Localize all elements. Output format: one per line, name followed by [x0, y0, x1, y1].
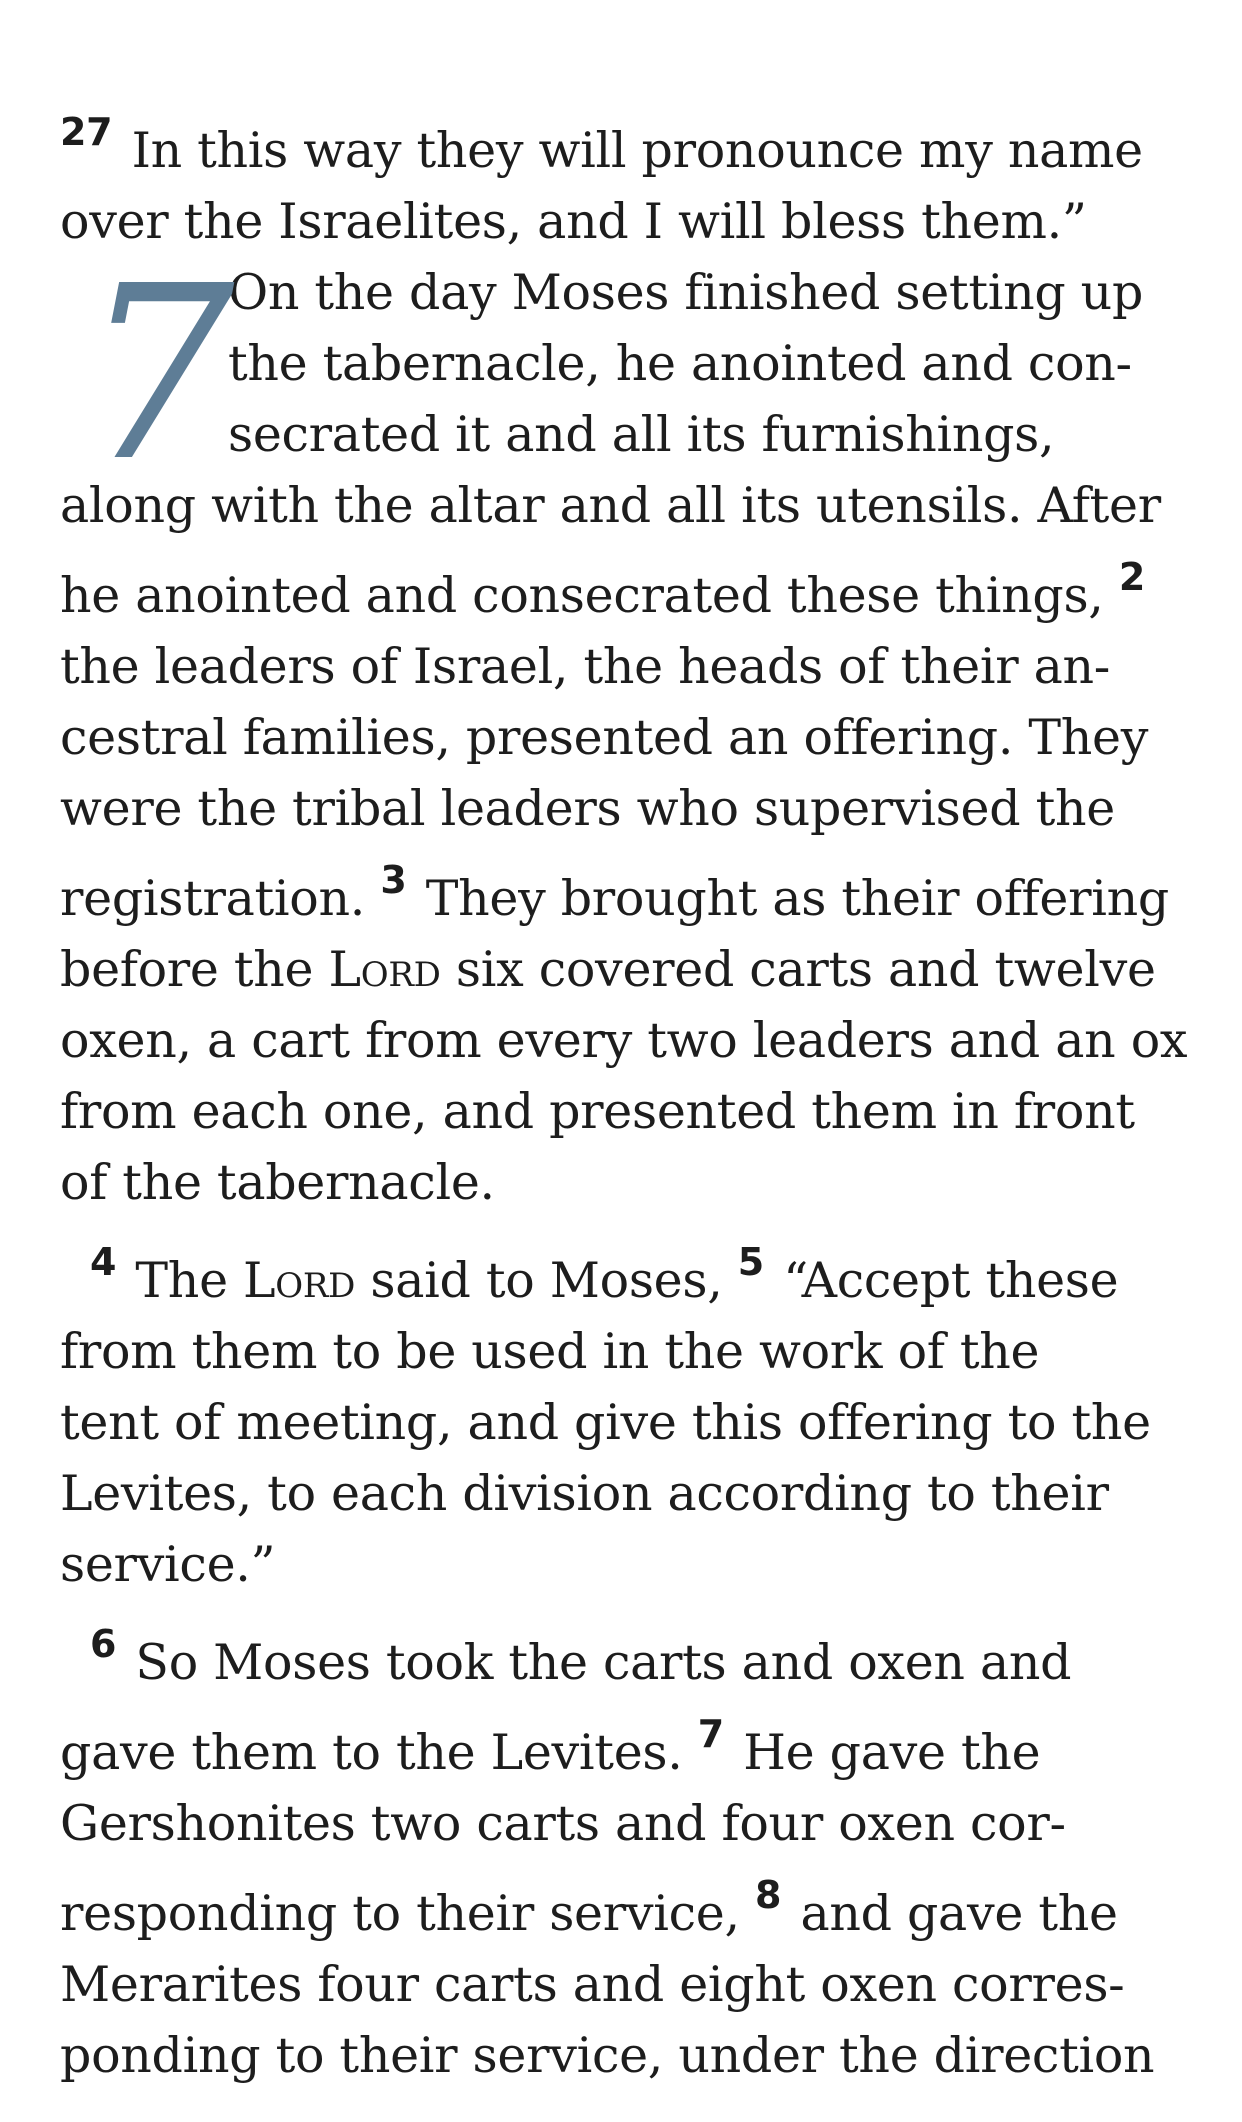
verse-4-line-1: $^4$ The Lord said to Moses, $^5$ “Accept these	[90, 1240, 1119, 1309]
verse-8-line-1: responding to their service, $^8$ and gave the	[60, 1873, 1118, 1942]
chapter-line-1: On the day Moses finished setting up	[228, 264, 1144, 321]
verse-27-line-1: $^{27}$ In this way they will pronounce my name	[60, 110, 1143, 179]
chapter-line-2: the tabernacle, he anointed and con-	[228, 335, 1132, 392]
chapter-line-6: the leaders of Israel, the heads of their an-	[60, 638, 1111, 695]
verse-number-8: 8	[755, 1873, 782, 1917]
verse-5-line-2: from them to be used in the work of the	[60, 1323, 1040, 1380]
verse-number-27: 27	[60, 110, 113, 154]
verse-number-5: 5	[737, 1240, 764, 1284]
divine-name-lord: Lord	[328, 941, 441, 998]
verse-number-3: 3	[380, 858, 407, 902]
verse-5-line-3: tent of meeting, and give this offering to the	[60, 1394, 1151, 1451]
chapter-line-12: from each one, and presented them in front	[60, 1083, 1135, 1140]
chapter-drop-cap: 7	[82, 234, 235, 514]
scripture-page	[60, 96, 1190, 2091]
chapter-line-11: oxen, a cart from every two leaders and an ox	[60, 1012, 1188, 1069]
chapter-line-5: he anointed and consecrated these things, $^2$	[60, 555, 1145, 624]
chapter-line-7: cestral families, presented an offering. They	[60, 709, 1149, 766]
chapter-line-4: along with the altar and all its utensils. After	[60, 477, 1161, 534]
verse-7-line-2: Gershonites two carts and four oxen cor-	[60, 1795, 1066, 1852]
chapter-line-13: of the tabernacle.	[60, 1154, 495, 1211]
verse-number-2: 2	[1118, 555, 1145, 599]
chapter-line-10: before the Lord six covered carts and twelve	[60, 941, 1156, 998]
divine-name-lord: Lord	[243, 1252, 356, 1309]
verse-27-line-2: over the Israelites, and I will bless them.”	[60, 193, 1087, 250]
chapter-line-8: were the tribal leaders who supervised the	[60, 780, 1115, 837]
chapter-line-9: registration. $^3$ They brought as their offering	[60, 858, 1169, 927]
verse-7-line-1: gave them to the Levites. $^7$ He gave the	[60, 1712, 1041, 1781]
verse-5-line-4: Levites, to each division according to their	[60, 1465, 1109, 1522]
chapter-line-3: secrated it and all its furnishings,	[228, 406, 1055, 463]
verse-number-7: 7	[697, 1712, 724, 1756]
verse-8-line-2: Merarites four carts and eight oxen corres-	[60, 1956, 1125, 2013]
verse-5-line-5: service.”	[60, 1536, 276, 1593]
verse-number-4: 4	[90, 1240, 117, 1284]
verse-8-line-3: ponding to their service, under the direction	[60, 2027, 1155, 2084]
verse-number-6: 6	[90, 1622, 117, 1666]
verse-6-line-1: $^6$ So Moses took the carts and oxen and	[90, 1622, 1072, 1691]
